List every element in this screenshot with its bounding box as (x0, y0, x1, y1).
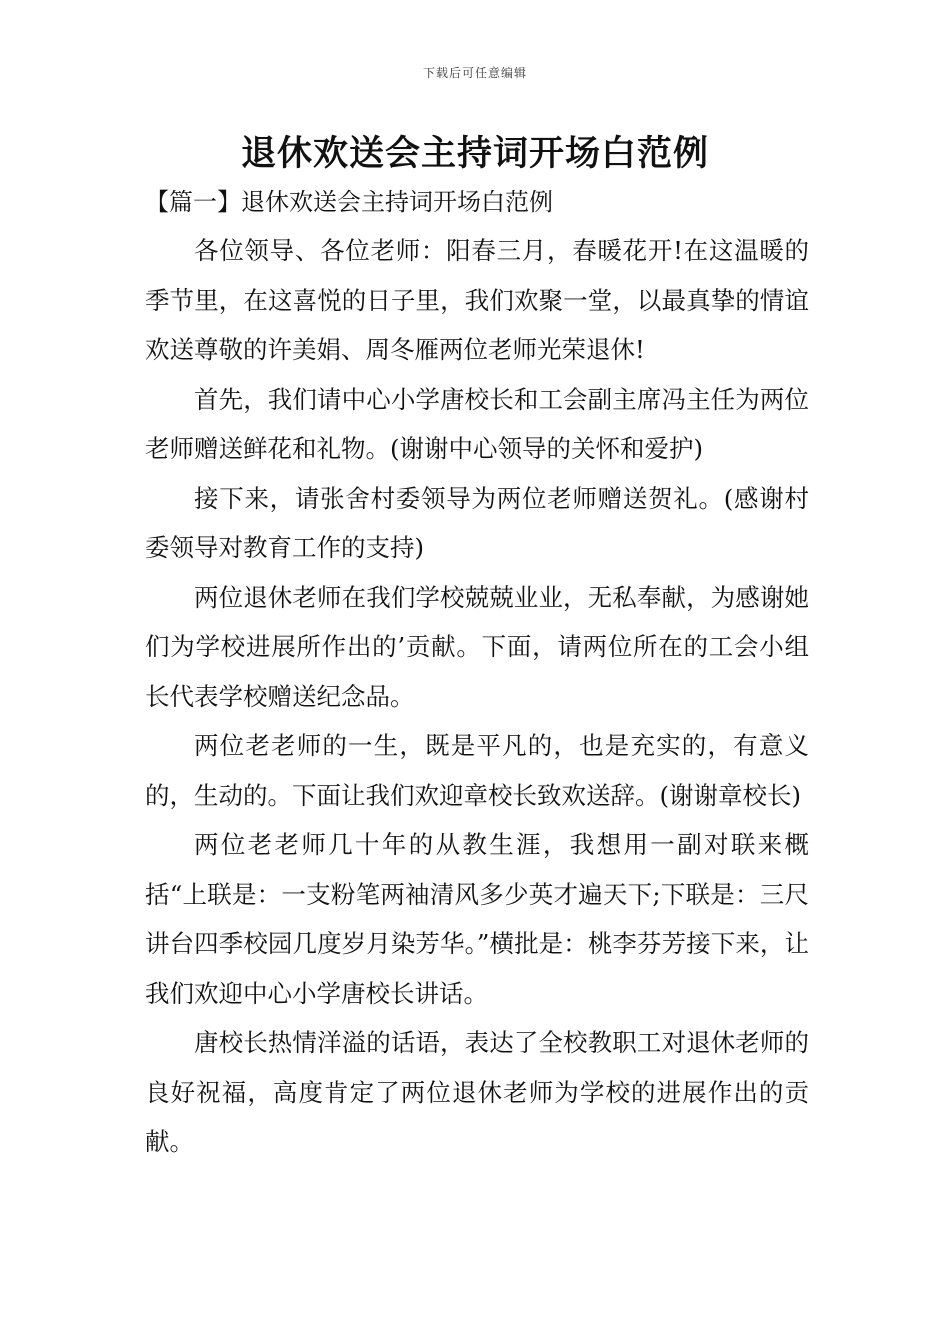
document-title: 退休欢送会主持词开场白范例 (240, 134, 709, 174)
document-body (145, 226, 809, 1167)
paragraph-closing: 唐校长热情洋溢的话语，表达了全校教职工对退休老师的良好祝福，高度肯定了两位退休老师为学校的进展作出的贡献。 (145, 1028, 809, 1156)
paragraph-couplet: 两位老老师几十年的从教生涯，我想用一副对联来概括“上联是：一支粉笔两袖清风多少英才遍天下;下联是：三尺讲台四季校园几度岁月染芳华。”横批是：桃李芬芳接下来，让我们欢迎中心小学唐校长讲话。 (145, 830, 809, 1008)
paragraph-gifts: 首先，我们请中心小学唐校长和工会副主席冯主任为两位老师赠送鲜花和礼物。(谢谢中心领导的关怀和爱护) (145, 384, 809, 463)
paragraph-souvenir: 两位退休老师在我们学校兢兢业业，无私奉献，为感谢她们为学校进展所作出的’贡献。下面，请两位所在的工会小组长代表学校赠送纪念品。 (145, 582, 809, 711)
paragraph-greeting: 各位领导、各位老师：阳春三月，春暖花开!在这温暖的季节里，在这喜悦的日子里，我们欢聚一堂，以最真挚的情谊欢送尊敬的许美娟、周冬雁两位老师光荣退休! (145, 236, 809, 364)
section-heading: 【篇一】退休欢送会主持词开场白范例 (145, 188, 553, 216)
paragraph-village: 接下来，请张舍村委领导为两位老师赠送贺礼。(感谢村委领导对教育工作的支持) (145, 483, 809, 562)
page-header-note: 下载后可任意编辑 (422, 66, 527, 80)
paragraph-speech: 两位老老师的一生，既是平凡的，也是充实的，有意义的，生动的。下面让我们欢迎章校长致欢送辞。(谢谢章校长) (145, 731, 809, 810)
